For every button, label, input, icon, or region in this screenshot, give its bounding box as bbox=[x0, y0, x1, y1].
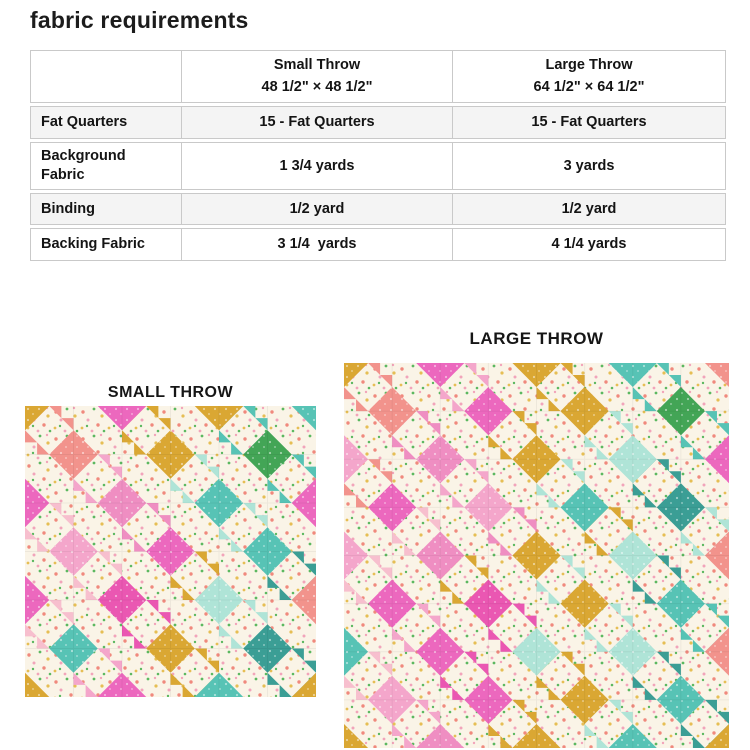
cell-background-fabric-large: 3 yards bbox=[452, 142, 726, 190]
cell-binding-small: 1/2 yard bbox=[181, 193, 453, 225]
large-throw-quilt-svg bbox=[344, 363, 729, 748]
small-throw-quilt-svg bbox=[25, 406, 316, 697]
cell-fat-quarters-large: 15 - Fat Quarters bbox=[452, 106, 726, 139]
row-label-fat-quarters: Fat Quarters bbox=[30, 106, 182, 139]
header-small-throw-name: Small Throw bbox=[273, 57, 361, 74]
row-label-backing-fabric: Backing Fabric bbox=[30, 228, 182, 261]
large-throw-label: LARGE THROW bbox=[469, 329, 604, 348]
header-large-throw bbox=[452, 50, 726, 103]
small-throw-label: SMALL THROW bbox=[107, 384, 234, 401]
header-small-throw-size: 48 1/2" × 48 1/2" bbox=[261, 78, 373, 95]
cell-backing-fabric-large: 4 1/4 yards bbox=[452, 228, 726, 261]
row-label-binding: Binding bbox=[30, 193, 182, 225]
table-row-backing-fabric bbox=[30, 228, 727, 261]
cell-background-fabric-small: 1 3/4 yards bbox=[181, 142, 453, 190]
table-row-background-fabric bbox=[30, 142, 727, 190]
cell-binding-large: 1/2 yard bbox=[452, 193, 726, 225]
cell-fat-quarters-small: 15 - Fat Quarters bbox=[181, 106, 453, 139]
table-corner-cell bbox=[30, 50, 182, 103]
header-large-throw-size: 64 1/2" × 64 1/2" bbox=[533, 78, 645, 95]
fabric-requirements-table bbox=[30, 50, 727, 261]
header-small-throw bbox=[181, 50, 453, 103]
table-row-fat-quarters bbox=[30, 106, 727, 139]
table-row-binding bbox=[30, 193, 727, 225]
table-header-row bbox=[30, 50, 727, 103]
large-throw-quilt-image bbox=[344, 363, 729, 748]
header-large-throw-name: Large Throw bbox=[545, 57, 633, 74]
page-title: fabric requirements bbox=[30, 7, 249, 33]
small-throw-quilt-image bbox=[25, 406, 316, 697]
cell-backing-fabric-small: 3 1/4 yards bbox=[181, 228, 453, 261]
row-label-background-fabric: Background Fabric bbox=[30, 142, 182, 190]
